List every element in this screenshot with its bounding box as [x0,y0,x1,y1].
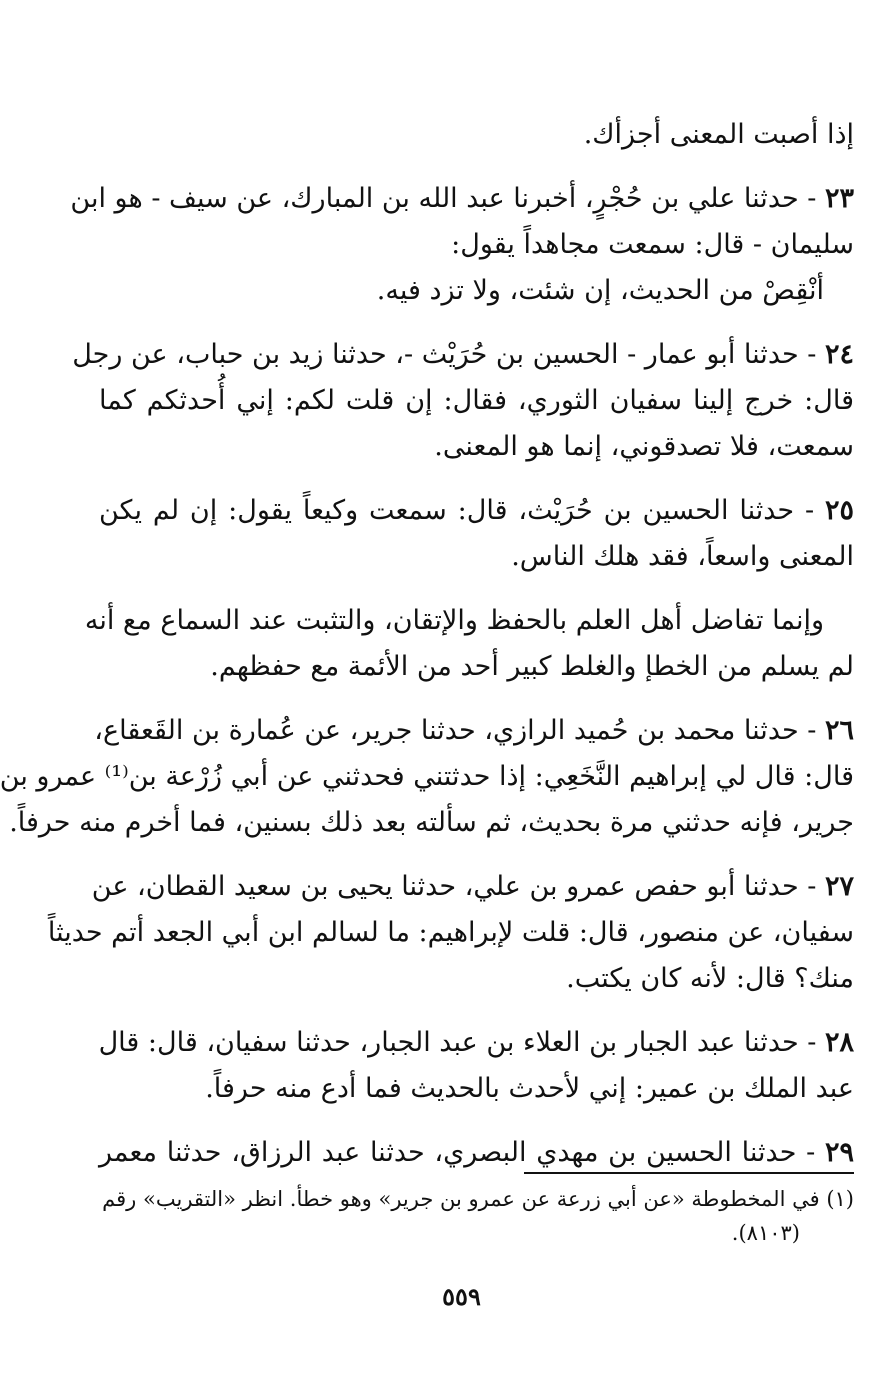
paragraph-gap [99,1112,854,1130]
line-text: جرير، فإنه حدثني مرة بحديث، ثم سألته بعد ذلك بسنين، فما أخرم منه حرفاً. [9,807,854,838]
paragraph-number: ٢٥ [824,495,854,526]
paragraph-number: ٢٩ [825,1137,855,1168]
text-line [47,910,854,956]
text-line [99,424,854,470]
text-line [99,1130,854,1176]
hadith-paragraph [99,1130,854,1176]
line-text: عبد الملك بن عمير: إني لأحدث بالحديث فما أدع منه حرفاً. [205,1073,854,1104]
text-line [72,332,854,378]
paragraph-number: ٢٣ [824,183,854,214]
hadith-paragraph [70,176,854,314]
text-line [0,754,854,800]
line-text: سفيان، عن منصور، قال: قلت لإبراهيم: ما لسالم ابن أبي الجعد أتم حديثاً [47,917,854,948]
footnote-line [102,1182,854,1216]
text-line [99,956,854,1002]
line-text: سليمان - قال: سمعت مجاهداً يقول: [451,229,854,260]
footnote-separator [524,1172,854,1174]
line-text: - حدثنا أبو حفص عمرو بن علي، حدثنا يحيى بن سعيد القطان، عن [91,871,817,902]
paragraph-gap [99,470,854,488]
paragraph-gap [99,1002,854,1020]
text-line [99,644,854,690]
text-line [99,268,854,314]
line-text: - حدثنا الحسين بن حُرَيْث، قال: سمعت وكيعاً يقول: إن لم يكن [99,495,815,526]
paragraph-number: ٢٤ [824,339,854,370]
text-line [99,112,854,158]
text-line [99,488,854,534]
text-line [99,534,854,580]
text-paragraph [99,112,854,158]
hadith-paragraph [47,864,854,1002]
line-text: - حدثنا الحسين بن مهدي البصري، حدثنا عبد الرزاق، حدثنا معمر [99,1137,816,1168]
text-line [70,176,854,222]
hadith-paragraph [99,488,854,580]
page-number: ٥٥٩ [442,1282,481,1311]
paragraph-number: ٢٦ [824,715,854,746]
paragraph-gap [99,314,854,332]
text-line [99,378,854,424]
hadith-paragraph [72,332,854,470]
text-line [84,598,854,644]
paragraph-gap [99,690,854,708]
line-text: - حدثنا علي بن حُجْرٍ، أخبرنا عبد الله بن المبارك، عن سيف - هو ابن [70,183,817,214]
line-text: قال: خرج إلينا سفيان الثوري، فقال: إن قلت لكم: إني أُحدثكم كما [99,385,854,416]
text-line [99,1020,854,1066]
text-paragraph [84,598,854,690]
text-line [9,800,854,846]
line-text: - حدثنا محمد بن حُميد الرازي، حدثنا جرير، عن عُمارة بن القَعقاع، [94,715,817,746]
page-body [0,112,855,1176]
footnote-text: في المخطوطة «عن أبي زرعة عن عمرو بن جرير» وهو خطأ. انظر «التقريب» رقم [102,1187,820,1211]
text-line [99,1066,854,1112]
paragraph-number: ٢٨ [824,1027,854,1058]
paragraph-gap [99,846,854,864]
text-line [91,864,854,910]
line-text: - حدثنا أبو عمار - الحسين بن حُرَيْث -، حدثنا زيد بن حباب، عن رجل [72,339,817,370]
line-text: إذا أصبت المعنى أجزأك. [583,119,854,150]
hadith-paragraph [0,708,854,846]
paragraph-number: ٢٧ [824,871,854,902]
line-text: منك؟ قال: لأنه كان يكتب. [566,963,854,994]
line-text: لم يسلم من الخطإ والغلط كبير أحد من الأئمة مع حفظهم. [210,651,854,682]
footnote-continuation: (٨١٠٣). [731,1221,800,1245]
paragraph-gap [99,580,854,598]
line-text: سمعت، فلا تصدقوني، إنما هو المعنى. [434,431,854,462]
footnotes [102,1182,854,1250]
line-text: قال: قال لي إبراهيم النَّخَعِي: إذا حدثتني فحدثني عن أبي زُرْعة بن⁽¹⁾ عمرو بن [0,761,854,792]
line-text: المعنى واسعاً، فقد هلك الناس. [511,541,854,572]
line-text: - حدثنا عبد الجبار بن العلاء بن عبد الجبار، حدثنا سفيان، قال: قال [98,1027,817,1058]
footnote-marker: (١) [826,1187,854,1211]
line-text: أنْقِصْ من الحديث، إن شئت، ولا تزد فيه. [376,275,824,306]
paragraph-gap [99,158,854,176]
text-line [94,708,854,754]
text-line [99,222,854,268]
line-text: وإنما تفاضل أهل العلم بالحفظ والإتقان، والتثبت عند السماع مع أنه [84,605,824,636]
hadith-paragraph [99,1020,854,1112]
